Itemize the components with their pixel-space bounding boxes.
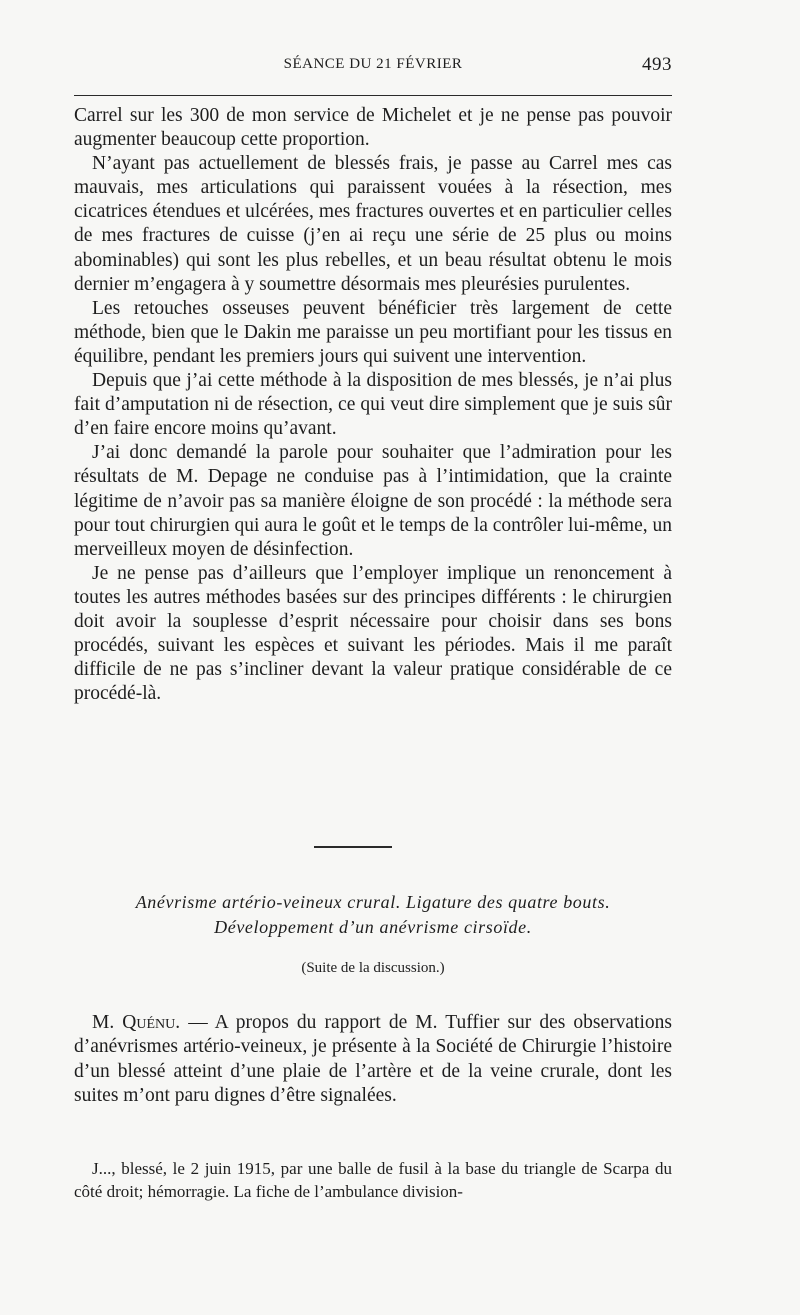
section-title	[74, 890, 672, 940]
paragraph-text: — A propos du rapport de M. Tuffier sur des observations d’anévrismes artério-veineux, je présente à la Société de Chirurgie l’histoire d’un blessé atteint d’une plaie de l’artère et de la veine crurale, dont les suites m’ont paru dignes d’être signalées.	[74, 1012, 672, 1107]
paragraph: Depuis que j’ai cette méthode à la disposition de mes blessés, je n’ai plus fait d’amputation ni de résection, ce qui veut dire simplement que je suis sûr d’en faire encore moins qu’avant.	[74, 370, 672, 440]
main-text-block	[74, 104, 672, 706]
paragraph: J’ai donc demandé la parole pour souhaiter que l’admiration pour les résultats de M. Depage ne conduise pas à l’intimidation, que la crainte légitime de n’avoir pas sa manière éloigne de son procédé : la méthode sera pour tout chirurgien qui aura le goût et le temps de la contrôler lui-même, un merveilleux moyen de désinfection.	[74, 442, 673, 560]
section-title-line: Anévrisme artério-veineux crural. Ligature des quatre bouts.	[135, 892, 611, 912]
paragraph: N’ayant pas actuellement de blessés frais, je passe au Carrel mes cas mauvais, mes articulations qui paraissent vouées à la résection, mes cicatrices étendues et ulcérées, mes fractures ouvertes et en particulier celles de mes fractures de cuisse (j’en ai reçu une série de 25 plus ou moins abominables) qui sont les plus rebelles, et un beau résultat obtenu le mois dernier m’engagera à y soumettre désormais mes pleurésies purulentes.	[74, 153, 672, 295]
header-rule	[74, 95, 672, 96]
paragraph: J..., blessé, le 2 juin 1915, par une balle de fusil à la base du triangle de Scarpa du côté droit; hémorragie. La fiche de l’ambulance division-	[74, 1159, 672, 1201]
case-report-text	[74, 1157, 672, 1203]
discussion-text	[74, 1011, 672, 1109]
section-title-line: Développement d’un anévrisme cirsoïde.	[214, 917, 532, 937]
running-title: SÉANCE DU 21 FÉVRIER	[283, 56, 463, 72]
paragraph: Je ne pense pas d’ailleurs que l’employer implique un renoncement à toutes les autres méthodes basées sur des principes différents : le chirurgien doit avoir la souplesse d’esprit nécessaire pour choisir dans ses bons procédés, suivant les espèces et suivant les périodes. Mais il me paraît difficile de ne pas s’incliner devant la valeur pratique considérable de ce procédé-là.	[74, 562, 672, 705]
running-header	[74, 54, 672, 78]
paragraph: Les retouches osseuses peuvent bénéficier très largement de cette méthode, bien que le Dakin me paraisse un peu mortifiant pour les tissus en équilibre, pendant les premiers jours qui suivent une intervention.	[74, 297, 672, 367]
paragraph	[74, 1011, 672, 1109]
section-subtitle: (Suite de la discussion.)	[301, 960, 445, 976]
speaker-name: M. Quénu.	[92, 1012, 181, 1033]
section-separator	[314, 846, 392, 848]
page-number: 493	[642, 54, 672, 75]
paragraph: Carrel sur les 300 de mon service de Michelet et je ne pense pas pouvoir augmenter beaucoup cette proportion.	[74, 105, 672, 151]
